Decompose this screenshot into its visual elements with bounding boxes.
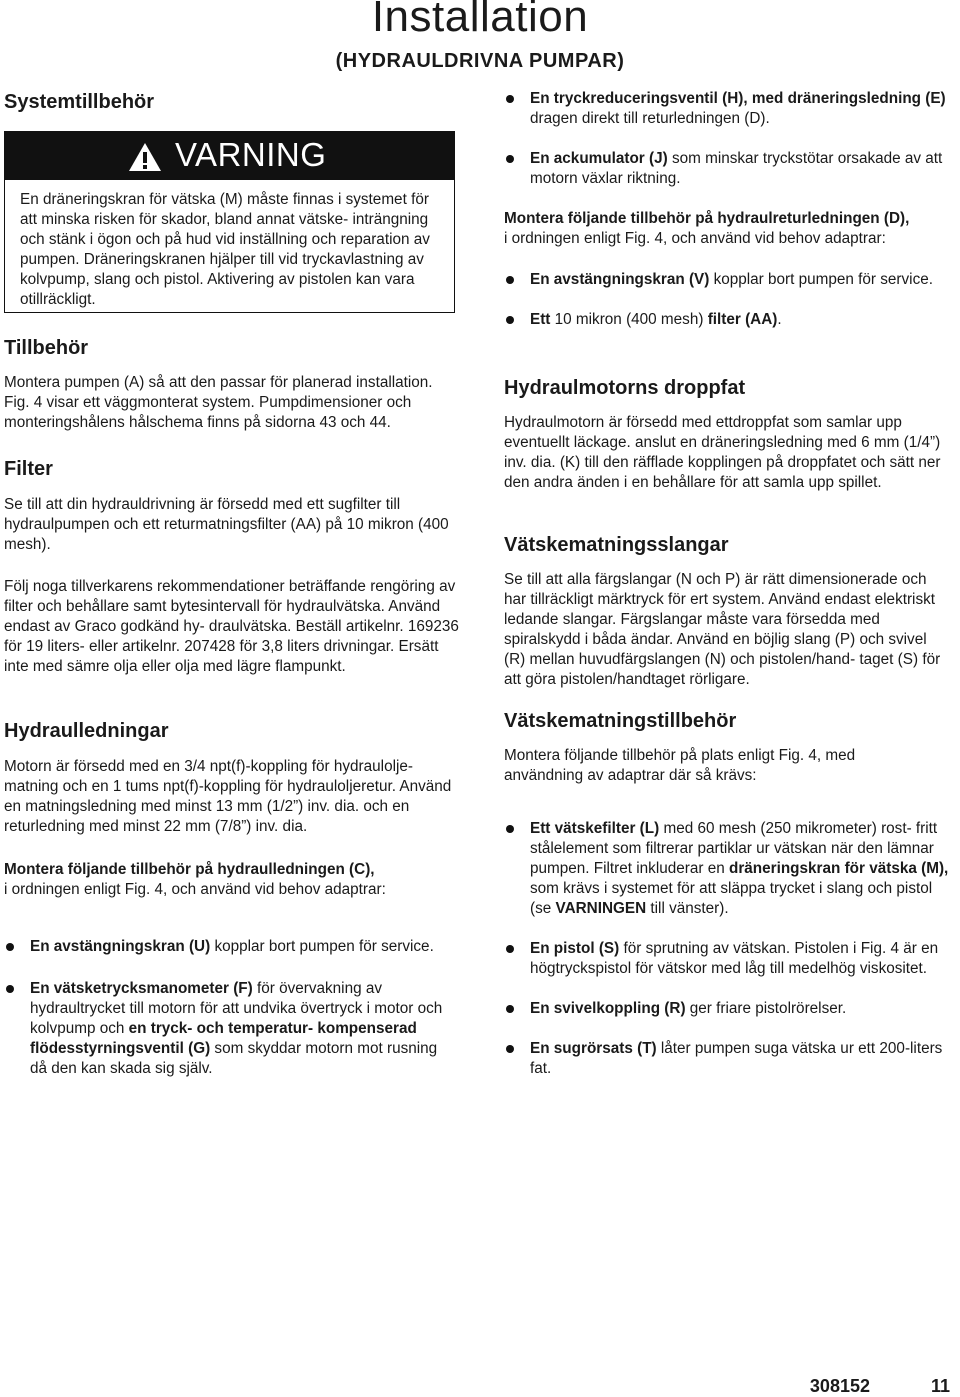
hydraul-instruction bbox=[4, 860, 466, 900]
bullet-icon bbox=[506, 945, 514, 953]
bullet-icon bbox=[506, 825, 514, 833]
hydraul-instruction-rest: i ordningen enligt Fig. 4, och använd vid behov adaptrar: bbox=[4, 881, 386, 898]
bullet-text: . bbox=[777, 311, 782, 328]
bullet-bold: En tryckreduceringsventil (H), med dräneringsledning (E) bbox=[530, 90, 946, 107]
filter-text-2: Följ noga tillverkarens rekommendationer beträffande rengöring av filter och behållare samt bytesintervall för hydraulvätska. Använd endast av Graco godkänd hy- draulvätska. Beställ artikelnr. 169236 för 19 liters- eller artikelnr. 207428 för 3,8 liters drivningar. Ersätt inte med sämre olja eller olja med lägre flampunkt. bbox=[4, 578, 459, 675]
bullet-bold: filter (AA) bbox=[707, 311, 778, 328]
bullet-bold: En sugrörsats (T) bbox=[530, 1040, 657, 1057]
bullet-bold: En vätsketrycksmanometer (F) bbox=[30, 980, 253, 997]
list-item bbox=[504, 310, 944, 330]
warning-title: VARNING bbox=[175, 136, 327, 173]
retur-instruction-bold: Montera följande tillbehör på hydraulreturledningen (D), bbox=[504, 210, 910, 227]
droppfat-text: Hydraulmotorn är försedd med ettdroppfat som samlar upp eventuellt läckage. anslut en dräneringsledning med 6 mm (1/4”) inv. dia. (K) till den räfflade kopplingen på droppfatet och sätt ner den andra änden i en behållare för att samla upp spillet. bbox=[504, 414, 941, 491]
filter-heading: Filter bbox=[4, 458, 53, 480]
page-title: Installation bbox=[371, 0, 589, 41]
warning-header bbox=[5, 132, 454, 180]
bullet-bold: En avstängningskran (U) bbox=[30, 938, 211, 955]
hydraul-bullet-list bbox=[4, 937, 449, 1079]
warning-text: En dräneringskran för vätska (M) måste finnas i systemet för att minska risken för skador, bland annat vätske- inträngning och stänk i ögon och på hud vid inställning och reparation av pumpen. Dräneringskranen hjälper till vid tryckavlastning av kolvpump, slang och pistol. Aktivering av pistolen kan vara otillräckligt. bbox=[20, 191, 430, 308]
bullet-icon bbox=[506, 276, 514, 284]
page-subtitle: (HYDRAULDRIVNA PUMPAR) bbox=[335, 50, 625, 72]
bullet-bold: VARNINGEN bbox=[555, 900, 647, 917]
bullet-bold: En ackumulator (J) bbox=[530, 150, 668, 167]
bullet-text: kopplar bort pumpen för service. bbox=[210, 938, 434, 955]
bullet-bold: dräneringskran för vätska (M), bbox=[728, 860, 949, 877]
hydraulledningar-heading: Hydraulledningar bbox=[4, 720, 169, 742]
bullet-text: låter pumpen suga vätska ur ett 200-liters fat. bbox=[530, 1040, 943, 1077]
document-number: 308152 bbox=[809, 1376, 870, 1396]
bullet-icon bbox=[6, 943, 14, 951]
right-top-bullet-list bbox=[504, 89, 959, 189]
bullet-icon bbox=[506, 95, 514, 103]
bullet-text: 10 mikron (400 mesh) bbox=[550, 311, 708, 328]
matningstillbehor-text: Montera följande tillbehör på plats enligt Fig. 4, med användning av adaptrar där så krävs: bbox=[504, 747, 856, 784]
list-item bbox=[504, 939, 956, 979]
droppfat-heading: Hydraulmotorns droppfat bbox=[504, 377, 746, 399]
list-item bbox=[4, 937, 449, 957]
list-item bbox=[504, 819, 956, 919]
hydraul-instruction-bold: Montera följande tillbehör på hydraulledningen (C), bbox=[4, 861, 375, 878]
filter-text-1: Se till att din hydrauldrivning är försedd med ett sugfilter till hydraulpumpen och ett returmatningsfilter (AA) på 10 mikron (400 mesh). bbox=[4, 496, 449, 553]
bullet-icon bbox=[506, 1005, 514, 1013]
bullet-bold: En pistol (S) bbox=[530, 940, 620, 957]
list-item bbox=[4, 979, 449, 1079]
tillbehor-heading: Tillbehör bbox=[4, 337, 89, 359]
bullet-text: som krävs i systemet för att släppa trycket i slang och pistol (se bbox=[530, 880, 933, 917]
bullet-bold: en tryck- och temperatur- kompenserad flödesstyrningsventil (G) bbox=[30, 1020, 417, 1057]
bullet-text: dragen direkt till returledningen (D). bbox=[530, 110, 770, 127]
list-item bbox=[504, 89, 959, 129]
warning-triangle-icon bbox=[128, 142, 162, 172]
slangar-text: Se till att alla färgslangar (N och P) är rätt dimensionerade och har tillräckligt märktryck för ert system. Använd endast elektriskt ledande slangar. Färgslangar måste vara försedda med spiralskydd i båda ändar. Använd en böjlig slang (P) och svivel (R) mellan huvudfärgslangen (N) och pistolen/hand- taget (S) för att göra pistolen/handtaget rörligare. bbox=[504, 571, 941, 688]
warning-box bbox=[4, 131, 455, 313]
bullet-bold: En svivelkoppling (R) bbox=[530, 1000, 686, 1017]
matningstillbehor-bullet-list bbox=[504, 819, 956, 1079]
bullet-bold: Ett vätskefilter (L) bbox=[530, 820, 660, 837]
list-item bbox=[504, 149, 959, 189]
bullet-bold: Ett bbox=[530, 311, 551, 328]
matningstillbehor-heading: Vätskematningstillbehör bbox=[504, 710, 737, 732]
bullet-text: till vänster). bbox=[646, 900, 729, 917]
retur-instruction-rest: i ordningen enligt Fig. 4, och använd vid behov adaptrar: bbox=[504, 230, 886, 247]
hydraulledningar-text: Motorn är försedd med en 3/4 npt(f)-koppling för hydraulolje- matning och en 1 tums npt(f)-koppling för hydrauloljeretur. Använd en matningsledning med minst 13 mm (1/2”) inv. dia. och en returledning med minst 22 mm (7/8”) inv. dia. bbox=[4, 758, 452, 835]
bullet-text: för övervakning av hydraultrycket till motorn för att undvika övertryck i motor och kolvpump och bbox=[30, 980, 443, 1037]
retur-instruction bbox=[504, 209, 959, 249]
bullet-icon bbox=[6, 985, 14, 993]
bullet-text: för sprutning av vätskan. Pistolen i Fig. 4 är en högtryckspistol för vätskor med låg till medelhög viskositet. bbox=[530, 940, 939, 977]
tillbehor-text: Montera pumpen (A) så att den passar för planerad installation. Fig. 4 visar ett väggmonterat system. Pumpdimensioner och monteringshålens hålschema finns på sidorna 43 och 44. bbox=[4, 374, 433, 431]
bullet-text: kopplar bort pumpen för service. bbox=[709, 271, 933, 288]
bullet-icon bbox=[506, 316, 514, 324]
bullet-bold: En avstängningskran (V) bbox=[530, 271, 710, 288]
list-item bbox=[504, 999, 956, 1019]
bullet-text: som minskar tryckstötar orsakade av att motorn växlar riktning. bbox=[530, 150, 943, 187]
list-item bbox=[504, 270, 944, 290]
bullet-text: med 60 mesh (250 mikrometer) rost- fritt stålelement som filtrerar partiklar ur vätskan när den lämnar pumpen. Filtret inkluderar en bbox=[530, 820, 938, 877]
retur-bullet-list bbox=[504, 270, 944, 330]
systemtillbehor-heading: Systemtillbehör bbox=[4, 91, 155, 113]
bullet-icon bbox=[506, 155, 514, 163]
slangar-heading: Vätskematningsslangar bbox=[504, 534, 729, 556]
bullet-text: ger friare pistolrörelser. bbox=[685, 1000, 847, 1017]
bullet-text: som skyddar motorn mot rusning då den kan skada sig själv. bbox=[30, 1040, 438, 1077]
list-item bbox=[504, 1039, 956, 1079]
bullet-icon bbox=[506, 1045, 514, 1053]
page-number: 11 bbox=[930, 1376, 950, 1396]
